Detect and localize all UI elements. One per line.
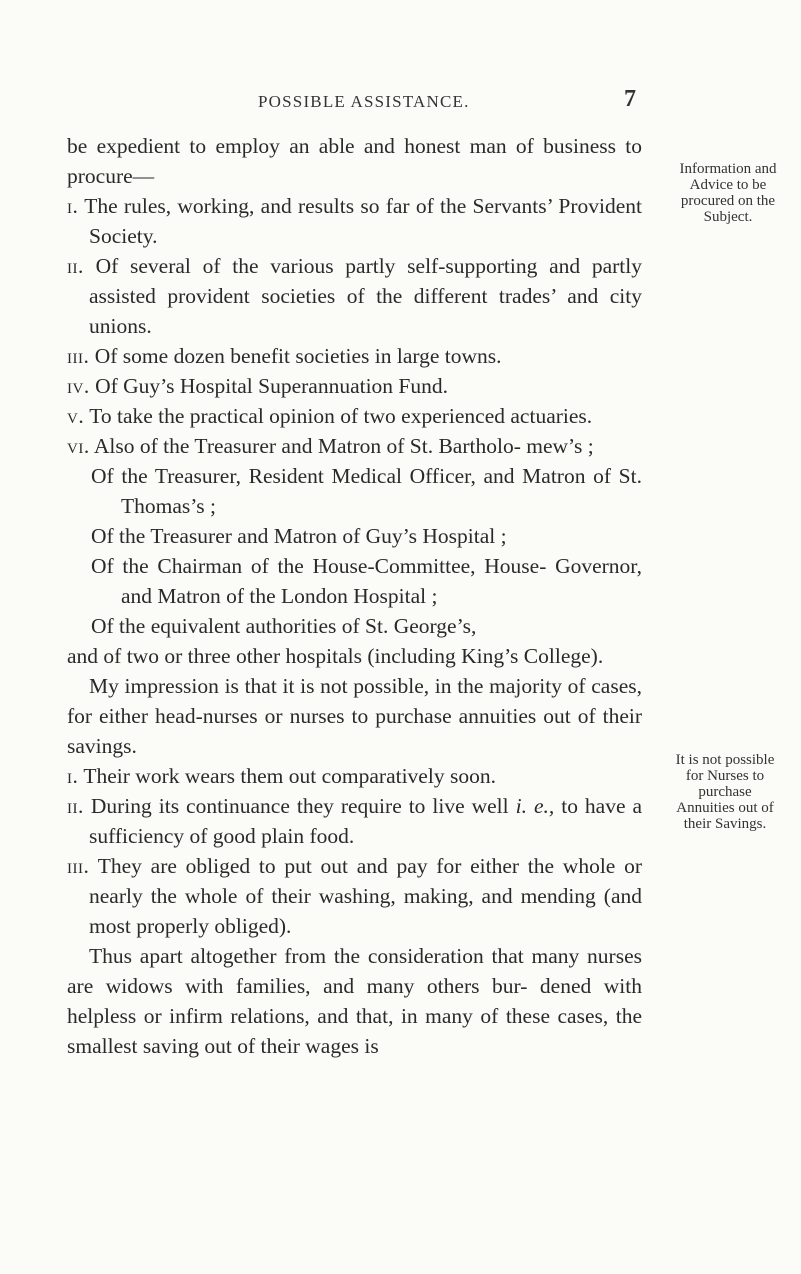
item-number: ii. — [67, 254, 84, 278]
list-item-iv — [67, 371, 642, 401]
item-number: vi. — [67, 434, 90, 458]
list-item-iii — [67, 341, 642, 371]
impression-paragraph: My impression is that it is not possible, in the majority of cases, for either head-nurses or nurses to purchase annuities out of their savings. — [67, 674, 642, 758]
item-number: iv. — [67, 374, 90, 398]
intro-paragraph: be expedient to employ an able and honest man of business to procure— — [67, 134, 642, 188]
list-item-ii — [67, 251, 642, 341]
sub-item-london-hospital: Of the Chairman of the House-Committee, House- Governor, and Matron of the London Hospital ; — [91, 554, 642, 608]
list-item-v — [67, 401, 642, 431]
reason-iii — [67, 851, 642, 941]
item-text: Of some dozen benefit societies in large towns. — [94, 344, 502, 368]
reason-number: ii. — [67, 794, 84, 818]
closing-paragraph: and of two or three other hospitals (including King’s College). — [67, 644, 604, 668]
item-number: i. — [67, 194, 79, 218]
reason-continuation: to have a sufficiency of good plain food. — [89, 794, 643, 848]
sub-item-st-thomas: Of the Treasurer, Resident Medical Officer, and Matron of St. Thomas’s ; — [91, 464, 642, 518]
margin-note-information: Information and Advice to be procured on the Subject. — [679, 161, 777, 225]
sub-item-st-georges: Of the equivalent authorities of St. George’s, — [91, 614, 477, 638]
reason-ii — [67, 791, 642, 851]
main-text — [67, 131, 642, 1061]
reason-text: Their work wears them out comparatively soon. — [83, 764, 496, 788]
page-number: 7 — [624, 86, 636, 112]
margin-note-annuities: It is not possible for Nurses to purchase Annuities out of their Savings. — [675, 752, 775, 832]
item-text: To take the practical opinion of two experienced actuaries. — [89, 404, 593, 428]
ie-abbrev: i. e., — [515, 794, 555, 818]
sub-item-guys: Of the Treasurer and Matron of Guy’s Hospital ; — [91, 524, 507, 548]
item-number: v. — [67, 404, 85, 428]
item-number: iii. — [67, 344, 90, 368]
reason-text: They are obliged to put out and pay for either the whole or nearly the whole of their washing, making, and mending (and most properly obliged). — [89, 854, 642, 938]
list-item-i — [67, 191, 642, 251]
item-text: The rules, working, and results so far of the Servants’ Provident Society. — [84, 194, 642, 248]
running-head — [258, 86, 636, 112]
reason-number: iii. — [67, 854, 90, 878]
reason-text: During its continuance they require to live well — [90, 794, 509, 818]
reason-i — [67, 761, 642, 791]
final-paragraph: Thus apart altogether from the consideration that many nurses are widows with families, and many others bur- dened with helpless or infirm relations, and that, in many of these cases, the smallest saving out of their wages is — [67, 944, 642, 1058]
item-text: Also of the Treasurer and Matron of St. Bartholo- mew’s ; — [93, 434, 594, 458]
list-item-vi — [67, 431, 642, 461]
reason-number: i. — [67, 764, 79, 788]
item-text: Of Guy’s Hospital Superannuation Fund. — [95, 374, 449, 398]
item-text: Of several of the various partly self-supporting and partly assisted provident societies of the different trades’ and city unions. — [89, 254, 642, 338]
running-head-title: POSSIBLE ASSISTANCE. — [258, 92, 470, 111]
